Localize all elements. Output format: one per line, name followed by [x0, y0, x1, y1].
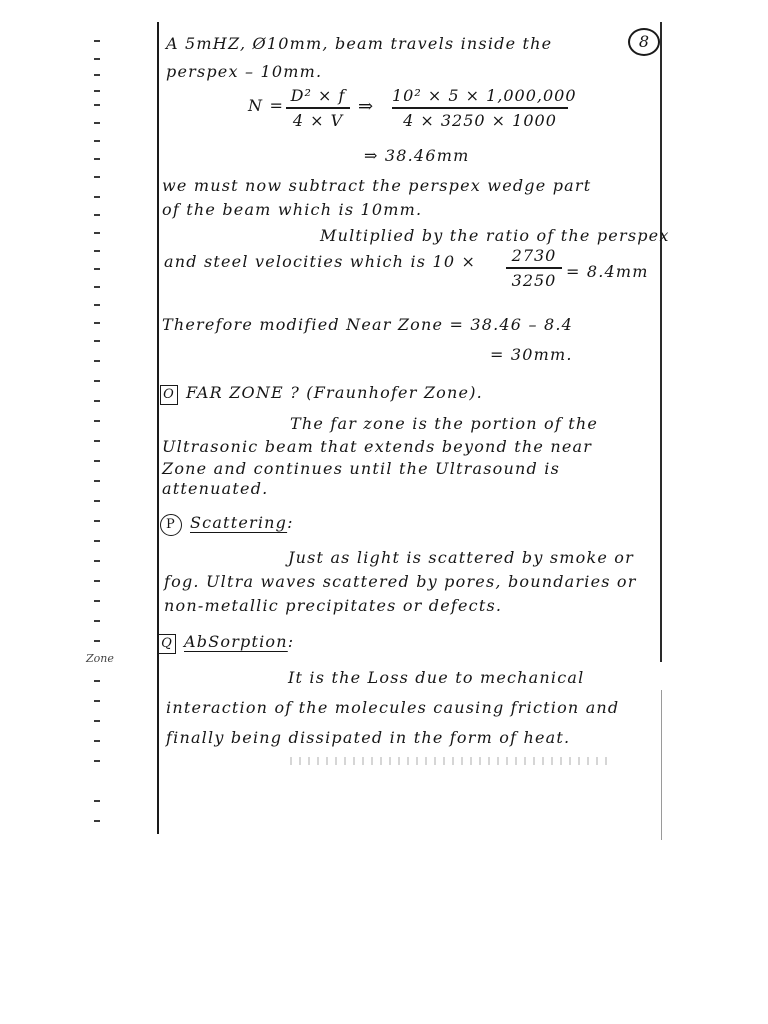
left-margin-rule: [157, 22, 159, 834]
absorption-heading-row: [158, 632, 294, 654]
ratio-result: = 8.4mm: [566, 262, 649, 281]
formula-fraction-1: [286, 86, 350, 130]
absorption-line-1: It is the Loss due to mechanical: [288, 668, 585, 687]
far-zone-line-3: Zone and continues until the Ultrasound is: [162, 459, 560, 478]
far-zone-line-4: attenuated.: [162, 479, 269, 498]
intro-line-1: A 5mHZ, Ø10mm, beam travels inside the: [166, 34, 553, 53]
formula-lhs: N =: [248, 96, 285, 115]
modified-line-2: = 30mm.: [490, 345, 573, 364]
scan-noise: [290, 757, 610, 765]
subtract-line-4: and steel velocities which is 10 ×: [164, 252, 477, 271]
absorption-colon: :: [287, 632, 295, 651]
section-label-q: Q: [158, 634, 176, 654]
right-margin-rule: [660, 22, 662, 662]
scattering-line-2: fog. Ultra waves scattered by pores, boundaries or: [164, 572, 637, 591]
formula-fraction-2: [392, 86, 577, 130]
formula-arrow: ⇒: [358, 96, 374, 117]
section-label-p: P: [160, 514, 182, 536]
formula-numerator-1: D² × f: [290, 86, 346, 105]
subtract-line-3: Multiplied by the ratio of the perspex: [320, 226, 670, 245]
ratio-denominator: 3250: [511, 270, 557, 290]
modified-line-1: Therefore modified Near Zone = 38.46 – 8.4: [162, 315, 573, 334]
scattering-colon: :: [287, 513, 294, 532]
far-zone-heading: FAR ZONE ? (Fraunhofer Zone).: [186, 383, 483, 402]
scattering-heading: Scattering: [190, 513, 288, 532]
section-label-o: O: [160, 385, 178, 405]
ratio-numerator: 2730: [511, 246, 557, 265]
scattering-line-3: non-metallic precipitates or defects.: [164, 596, 503, 615]
formula-denominator-2: 4 × 3250 × 1000: [403, 110, 557, 130]
scattering-line-1: Just as light is scattered by smoke or: [288, 548, 634, 567]
scattering-heading-row: [160, 513, 294, 536]
absorption-heading: AbSorption: [184, 632, 288, 651]
absorption-line-3: finally being dissipated in the form of heat.: [166, 728, 571, 747]
subtract-line-1: we must now subtract the perspex wedge part: [162, 176, 592, 195]
ratio-fraction: [506, 246, 562, 290]
absorption-line-2: interaction of the molecules causing friction and: [166, 698, 620, 717]
formula-result: ⇒ 38.46mm: [364, 146, 470, 165]
subtract-line-2: of the beam which is 10mm.: [162, 200, 423, 219]
page-number-badge: 8: [628, 28, 660, 56]
intro-line-2: perspex – 10mm.: [166, 62, 323, 81]
formula-numerator-2: 10² × 5 × 1,000,000: [392, 86, 577, 105]
far-zone-heading-row: [160, 383, 483, 405]
margin-note: Zone: [86, 652, 114, 665]
far-zone-line-1: The far zone is the portion of the: [290, 414, 599, 433]
far-zone-line-2: Ultrasonic beam that extends beyond the near: [162, 437, 593, 456]
formula-denominator-1: 4 × V: [292, 110, 344, 130]
right-margin-rule-faint: [661, 690, 662, 840]
